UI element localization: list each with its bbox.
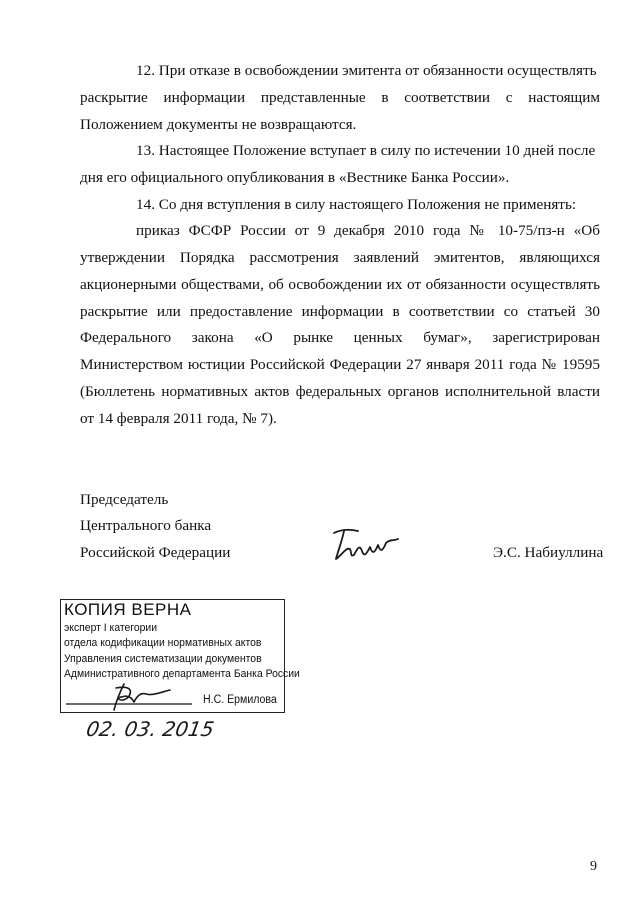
stamp-signature-scribble: [62, 680, 202, 712]
p14a-line-6: Министерством юстиции Российской Федерации 27 января 2011 года № 19595: [80, 356, 600, 373]
p12-line-1: 12. При отказе в освобождении эмитента от обязанности осуществлять: [136, 62, 597, 79]
signature-scribble: [328, 525, 408, 565]
stamp-line-3: Управления систематизации документов: [64, 653, 262, 665]
stamp-line-1: эксперт I категории: [64, 622, 158, 634]
stamp-official-name: Н.С. Ермилова: [203, 694, 277, 706]
p12-line-2: раскрытие информации представленные в соответствии с настоящим: [80, 89, 600, 106]
p14-line-1: 14. Со дня вступления в силу настоящего Положения не применять:: [136, 196, 577, 213]
stamp-title: КОПИЯ ВЕРНА: [64, 600, 192, 619]
handwritten-date: [84, 710, 218, 746]
signatory-name: Э.С. Набиуллина: [493, 544, 604, 561]
signatory-title-line-1: Председатель: [80, 491, 169, 508]
p12-line-3: Положением документы не возвращаются.: [80, 116, 357, 133]
p13-line-2: дня его официального опубликования в «Вестнике Банка России».: [80, 169, 510, 186]
stamp-line-4: Административного департамента Банка России: [64, 668, 300, 680]
stamp-line-2: отдела кодификации нормативных актов: [64, 637, 262, 649]
p13-line-1: 13. Настоящее Положение вступает в силу по истечении 10 дней после: [136, 142, 596, 159]
p14a-line-1: приказ ФСФР России от 9 декабря 2010 года № 10-75/пз-н «Об: [136, 222, 600, 239]
signatory-title-line-2: Центрального банка: [80, 517, 212, 534]
signatory-title-line-3: Российской Федерации: [80, 544, 231, 561]
svg-text:02. 03. 2015: 02. 03. 2015: [84, 717, 216, 741]
p14a-line-7: (Бюллетень нормативных актов федеральных органов исполнительной власти: [80, 383, 600, 400]
page-number: 9: [590, 859, 597, 874]
p14a-line-5: Федерального закона «О рынке ценных бумаг», зарегистрирован: [80, 329, 600, 346]
p14a-line-8: от 14 февраля 2011 года, № 7).: [80, 410, 277, 427]
p14a-line-3: акционерными обществами, об освобождении их от обязанности осуществлять: [80, 276, 600, 293]
p14a-line-2: утверждении Порядка рассмотрения заявлений эмитентов, являющихся: [80, 249, 600, 266]
p14a-line-4: раскрытие или предоставление информации в соответствии со статьей 30: [80, 303, 600, 320]
